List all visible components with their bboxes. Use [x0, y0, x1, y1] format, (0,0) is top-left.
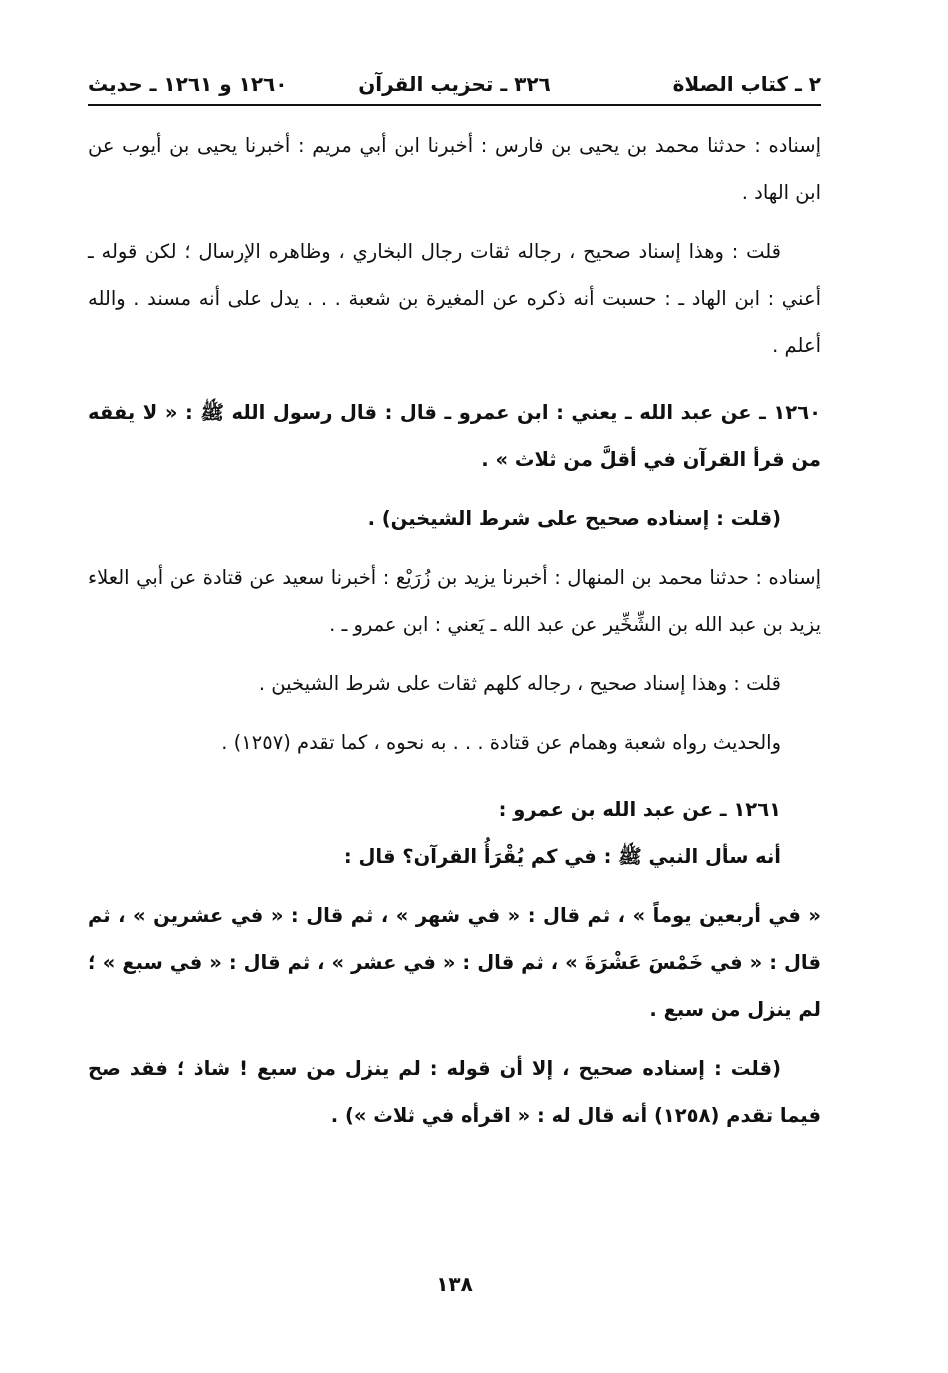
isnad-paragraph-1: إسناده : حدثنا محمد بن يحيى بن فارس : أخبرنا ابن أبي مريم : أخبرنا يحيى بن أيوب عن ابن الهاد . [88, 134, 821, 204]
comment-paragraph-1: قلت : وهذا إسناد صحيح ، رجاله ثقات رجال البخاري ، وظاهره الإرسال ؛ لكن قوله ـ أعني : ابن الهاد ـ : حسبت أنه ذكره عن المغيرة بن شعبة . . . يدل على أنه مسند . والله أعلم . [88, 240, 821, 357]
hadith-1260: ١٢٦٠ ـ عن عبد الله ـ يعني : ابن عمرو ـ قال : قال رسول الله ﷺ : « لا يفقه من قرأ القرآن في أقلَّ من ثلاث » . [88, 401, 821, 471]
header-section: ٣٢٦ ـ تحزيب القرآن [358, 72, 551, 96]
page-header [88, 66, 821, 102]
page-content [88, 122, 821, 1151]
header-hadith-range: ١٢٦٠ و ١٢٦١ ـ حديث [88, 72, 288, 96]
grading-1260: (قلت : إسناده صحيح على شرط الشيخين) . [367, 507, 781, 530]
header-rule [88, 104, 821, 106]
isnad-1260: إسناده : حدثنا محمد بن المنهال : أخبرنا يزيد بن زُرَيْع : أخبرنا سعيد عن قتادة عن أبي العلاء يزيد بن عبد الله بن الشِّخِّير عن عبد الله ـ يَعني : ابن عمرو ـ . [88, 566, 821, 636]
note-1260: والحديث رواه شعبة وهمام عن قتادة . . . به نحوه ، كما تقدم (١٢٥٧) . [221, 731, 781, 754]
comment-1260: قلت : وهذا إسناد صحيح ، رجاله كلهم ثقات على شرط الشيخين . [258, 672, 781, 695]
page-number: ١٣٨ [436, 1272, 473, 1296]
hadith-1261-question: أنه سأل النبي ﷺ : في كم يُقْرَأُ القرآن؟ قال : [343, 845, 781, 868]
hadith-1261-title: ١٢٦١ ـ عن عبد الله بن عمرو : [498, 798, 781, 821]
hadith-1261-text: « في أربعين يوماً » ، ثم قال : « في شهر » ، ثم قال : « في عشرين » ، ثم قال : « في خَمْسَ عَشْرَةَ » ، ثم قال : « في عشر » ، ثم قال : « في سبع » ؛ لم ينزل من سبع . [88, 904, 821, 1021]
grading-1261: (قلت : إسناده صحيح ، إلا أن قوله : لم ينزل من سبع ! شاذ ؛ فقد صح فيما تقدم (١٢٥٨) أنه قال له : « اقرأه في ثلاث ») . [88, 1057, 821, 1127]
header-chapter: ٢ ـ كتاب الصلاة [672, 72, 821, 96]
book-page [88, 0, 821, 1373]
